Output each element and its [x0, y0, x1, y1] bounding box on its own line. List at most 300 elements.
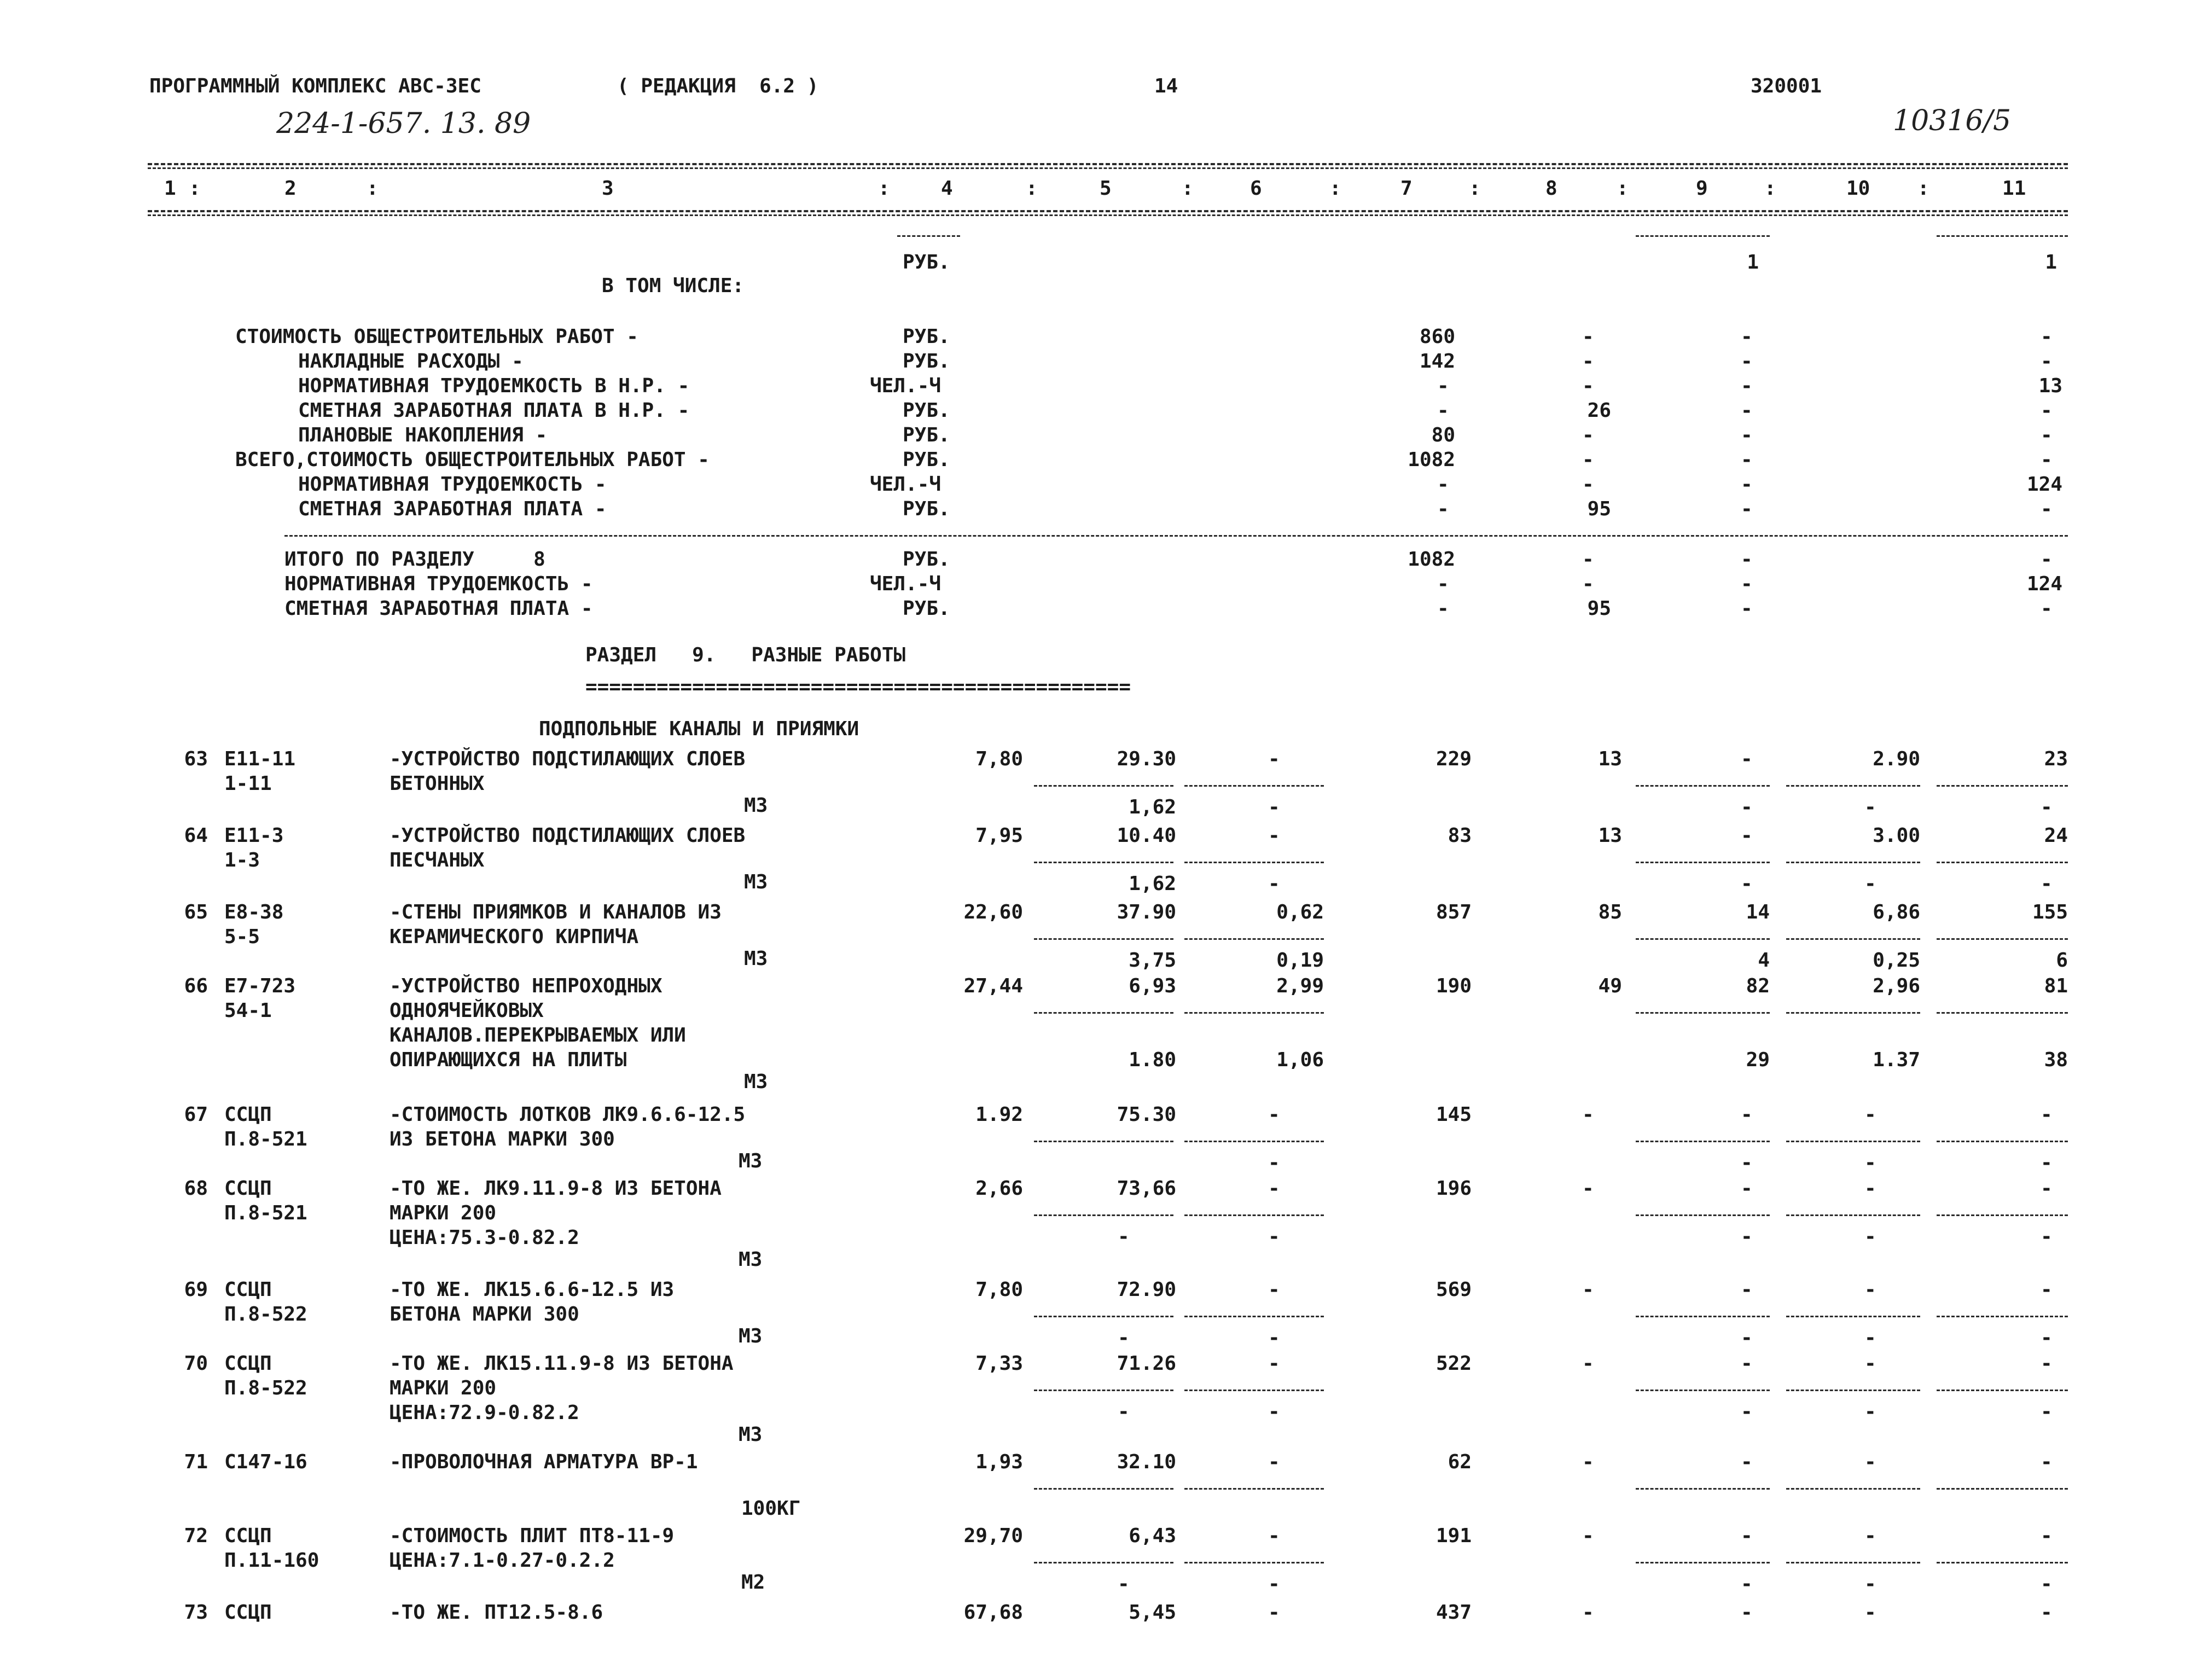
unit-label: 100КГ	[741, 1497, 801, 1520]
value-cell: -	[1864, 1400, 1876, 1423]
value-cell: 569	[1435, 1278, 1472, 1301]
item-code: ССЦП	[224, 1177, 272, 1200]
value-cell: 190	[1435, 975, 1472, 997]
value-cell: -	[1118, 1225, 1130, 1248]
value-cell: 6,93	[1129, 975, 1176, 997]
summary-rule	[1937, 235, 2068, 237]
value-cell: 1.80	[1129, 1049, 1176, 1071]
item-number: 64	[184, 824, 208, 847]
item-number: 72	[184, 1525, 208, 1547]
value-cell: 0,25	[1873, 949, 1920, 972]
value-cell: -	[1268, 1352, 1280, 1375]
value-cell: -	[1864, 1352, 1876, 1375]
value-cell: -	[1582, 1525, 1594, 1547]
value-cell: 1,62	[1129, 796, 1176, 818]
column-separator: :	[1917, 177, 1929, 200]
summary-label: СМЕТНАЯ ЗАРАБОТНАЯ ПЛАТА В Н.Р. -	[298, 399, 690, 422]
sub-rule	[1636, 1562, 1770, 1563]
sub-rule	[1636, 1316, 1770, 1317]
value-cell: 1082	[1408, 449, 1455, 471]
sub-rule	[1937, 1390, 2068, 1391]
value-cell: 4	[1758, 949, 1770, 972]
item-description: ПЕСЧАНЫХ	[390, 849, 485, 871]
document-code: 320001	[1751, 75, 1822, 97]
value-cell: -	[1864, 1327, 1876, 1349]
value-cell: -	[1268, 1225, 1280, 1248]
item-code-secondary: П.8-521	[224, 1202, 307, 1224]
value-cell: -	[1582, 375, 1594, 397]
column-number: 8	[1545, 177, 1557, 200]
item-code-secondary: П.8-522	[224, 1377, 307, 1399]
sub-rule	[1786, 1390, 1920, 1391]
item-description: ЦЕНА:72.9-0.82.2	[390, 1402, 579, 1424]
value-cell: 10.40	[1117, 824, 1176, 847]
column-separator: :	[367, 177, 379, 200]
unit-label: М3	[739, 1325, 763, 1347]
handwritten-reference: 224-1-657. 13. 89	[276, 107, 531, 140]
value-cell: -	[2041, 1601, 2053, 1624]
sub-rule	[1786, 1141, 1920, 1142]
item-code-secondary: П.11-160	[224, 1549, 319, 1572]
value-cell: 75.30	[1117, 1103, 1176, 1126]
unit-label: РУБ.	[903, 449, 950, 471]
value-cell: -	[1582, 449, 1594, 471]
value-cell: -	[1268, 1327, 1280, 1349]
value-cell: -	[1437, 399, 1449, 422]
sub-rule	[1184, 1141, 1324, 1142]
item-description: БЕТОНА МАРКИ 300	[390, 1303, 579, 1326]
column-separator: :	[1469, 177, 1481, 200]
value-cell: -	[1268, 873, 1280, 895]
item-description: -ТО ЖЕ. ПТ12.5-8.6	[390, 1601, 603, 1624]
item-description: -УСТРОЙСТВО ПОДСТИЛАЮЩИХ СЛОЕВ	[390, 748, 746, 770]
item-code-secondary: 54-1	[224, 999, 272, 1022]
value-cell: 62	[1448, 1451, 1472, 1473]
sub-rule	[1937, 785, 2068, 787]
value-cell: -	[1741, 548, 1753, 571]
column-separator: :	[1329, 177, 1341, 200]
value-cell: -	[2041, 1152, 2053, 1174]
item-code: Е8-38	[224, 901, 284, 923]
column-number: 7	[1400, 177, 1413, 200]
sub-rule	[1034, 1141, 1173, 1142]
item-number: 65	[184, 901, 208, 923]
value-cell: -	[2041, 1327, 2053, 1349]
value-cell: 13	[1598, 748, 1622, 770]
value-cell: -	[1741, 350, 1753, 373]
value-cell: -	[1268, 1152, 1280, 1174]
value-cell: 81	[2044, 975, 2068, 997]
value-cell: 191	[1435, 1525, 1472, 1547]
value-cell: -	[1118, 1573, 1130, 1595]
value-cell: -	[1741, 424, 1753, 446]
summary-label: НОРМАТИВНАЯ ТРУДОЕМКОСТЬ -	[298, 473, 607, 496]
value-cell: -	[2041, 1278, 2053, 1301]
column-number: 6	[1250, 177, 1262, 200]
value-cell: -	[1741, 1177, 1753, 1200]
value-cell: -	[1582, 1352, 1594, 1375]
value-cell: -	[1741, 748, 1753, 770]
sub-rule	[1034, 785, 1173, 787]
column-number: 9	[1696, 177, 1708, 200]
value-cell: 2,96	[1873, 975, 1920, 997]
value-cell: 857	[1435, 901, 1472, 923]
quantity-cell: 2,66	[975, 1177, 1023, 1200]
column-separator: :	[878, 177, 890, 200]
value-cell: -	[2041, 325, 2053, 348]
sub-rule	[1034, 1562, 1173, 1563]
value-cell: 73,66	[1117, 1177, 1176, 1200]
value-cell: -	[1741, 873, 1753, 895]
unit-label: М3	[739, 1423, 763, 1446]
value-cell: 6	[2056, 949, 2068, 972]
value-cell: 124	[2026, 573, 2062, 595]
sub-rule	[1937, 862, 2068, 863]
summary-total-rule	[284, 535, 2068, 537]
value-cell: -	[1741, 1327, 1753, 1349]
value-cell: 0,62	[1276, 901, 1324, 923]
item-description: -ТО ЖЕ. ЛК15.6.6-12.5 ИЗ	[390, 1278, 675, 1301]
value-cell: -	[1741, 473, 1753, 496]
summary-label: СМЕТНАЯ ЗАРАБОТНАЯ ПЛАТА -	[298, 498, 607, 520]
quantity-cell: 7,33	[975, 1352, 1023, 1375]
value-cell: 860	[1419, 325, 1455, 348]
section-title: РАЗДЕЛ 9. РАЗНЫЕ РАБОТЫ	[585, 644, 906, 666]
value-cell: -	[2041, 873, 2053, 895]
value-cell: 437	[1435, 1601, 1472, 1624]
sub-rule	[1636, 938, 1770, 940]
value-cell: 155	[2032, 901, 2068, 923]
value-cell: -	[2041, 350, 2053, 373]
sub-rule	[1937, 1214, 2068, 1216]
summary-label: СТОИМОСТЬ ОБЩЕСТРОИТЕЛЬНЫХ РАБОТ -	[235, 325, 638, 348]
value-cell: 95	[1587, 597, 1611, 620]
sub-rule	[1786, 1488, 1920, 1490]
value-cell: 38	[2044, 1049, 2068, 1071]
item-code: ССЦП	[224, 1278, 272, 1301]
value-cell: -	[1582, 573, 1594, 595]
sub-rule	[1184, 1488, 1324, 1490]
value-cell: -	[1741, 796, 1753, 818]
item-code: ССЦП	[224, 1601, 272, 1624]
sub-rule	[1184, 1316, 1324, 1317]
value-cell: -	[1741, 1278, 1753, 1301]
quantity-cell: 22,60	[963, 901, 1023, 923]
item-number: 68	[184, 1177, 208, 1200]
sub-rule	[1937, 1562, 2068, 1563]
value-cell: -	[2041, 1177, 2053, 1200]
item-code: Е11-3	[224, 824, 284, 847]
sub-rule	[1034, 1390, 1173, 1391]
value-cell: -	[1582, 1177, 1594, 1200]
value-cell: -	[1582, 325, 1594, 348]
value-cell: -	[1268, 824, 1280, 847]
value-cell: 29.30	[1117, 748, 1176, 770]
summary-label: ВСЕГО,СТОИМОСТЬ ОБЩЕСТРОИТЕЛЬНЫХ РАБОТ -	[235, 449, 710, 471]
value-cell: -	[1864, 1225, 1876, 1248]
item-code-secondary: П.8-522	[224, 1303, 307, 1326]
value-cell: -	[2041, 1352, 2053, 1375]
item-description: -УСТРОЙСТВО ПОДСТИЛАЮЩИХ СЛОЕВ	[390, 824, 746, 847]
sub-rule	[1786, 1316, 1920, 1317]
value-cell: -	[1268, 1177, 1280, 1200]
item-code: Е11-11	[224, 748, 296, 770]
sub-rule	[1184, 862, 1324, 863]
value-cell: -	[1268, 748, 1280, 770]
value-cell: -	[1268, 1451, 1280, 1473]
sub-rule	[1636, 1214, 1770, 1216]
value-cell: -	[1268, 1400, 1280, 1423]
value-cell: -	[1268, 796, 1280, 818]
unit-label: ЧЕЛ.-Ч	[870, 573, 941, 595]
item-description: КАНАЛОВ.ПЕРЕКРЫВАЕМЫХ ИЛИ	[390, 1024, 686, 1047]
value-cell: 124	[2026, 473, 2062, 496]
sub-rule	[1034, 1214, 1173, 1216]
value-cell: 6,43	[1129, 1525, 1176, 1547]
value-cell: 32.10	[1117, 1451, 1176, 1473]
sub-rule	[1786, 1012, 1920, 1014]
value-cell: -	[1864, 1278, 1876, 1301]
total-label: СМЕТНАЯ ЗАРАБОТНАЯ ПЛАТА -	[284, 597, 593, 620]
quantity-cell: 67,68	[963, 1601, 1023, 1624]
value-cell: 13	[2038, 375, 2062, 397]
value-cell: -	[1582, 473, 1594, 496]
sub-rule	[1636, 785, 1770, 787]
value-cell: -	[1268, 1525, 1280, 1547]
value-cell: -	[1864, 1103, 1876, 1126]
value-cell: -	[1864, 796, 1876, 818]
column-number: 2	[284, 177, 297, 200]
summary-label: НАКЛАДНЫЕ РАСХОДЫ -	[298, 350, 524, 373]
item-code: ССЦП	[224, 1103, 272, 1126]
value-cell: -	[1741, 1573, 1753, 1595]
value-cell: -	[2041, 597, 2053, 620]
value-cell: 6,86	[1873, 901, 1920, 923]
value-cell: -	[1118, 1327, 1130, 1349]
item-number: 73	[184, 1601, 208, 1624]
value-cell: -	[1437, 473, 1449, 496]
sub-rule	[1184, 785, 1324, 787]
summary-label: ПЛАНОВЫЕ НАКОПЛЕНИЯ -	[298, 424, 548, 446]
value-cell: -	[1741, 1225, 1753, 1248]
value-cell: 3,75	[1129, 949, 1176, 972]
unit-label: М3	[739, 1248, 763, 1271]
header-rule-top-2	[148, 167, 2068, 169]
value-cell: 229	[1435, 748, 1472, 770]
item-description: -ПРОВОЛОЧНАЯ АРМАТУРА ВР-1	[390, 1451, 698, 1473]
value-cell: 0,19	[1276, 949, 1324, 972]
value-cell: -	[1741, 1103, 1753, 1126]
unit-label: М3	[744, 947, 768, 970]
value-cell: 14	[1746, 901, 1770, 923]
value-cell: -	[1437, 597, 1449, 620]
value-cell: -	[1741, 1152, 1753, 1174]
sub-rule	[1184, 938, 1324, 940]
section-subtitle: ПОДПОЛЬНЫЕ КАНАЛЫ И ПРИЯМКИ	[539, 718, 859, 740]
value-cell: 1	[1747, 251, 1759, 274]
header-rule-top	[148, 163, 2068, 165]
column-number: 3	[602, 177, 614, 200]
value-cell: -	[1864, 1573, 1876, 1595]
value-cell: 71.26	[1117, 1352, 1176, 1375]
value-cell: 1082	[1408, 548, 1455, 571]
value-cell: 522	[1435, 1352, 1472, 1375]
item-code-secondary: 5-5	[224, 926, 260, 948]
column-number: 11	[2002, 177, 2026, 200]
sub-rule	[1034, 1488, 1173, 1490]
value-cell: 37.90	[1117, 901, 1176, 923]
sub-rule	[1184, 1012, 1324, 1014]
item-code: ССЦП	[224, 1525, 272, 1547]
value-cell: 29	[1746, 1049, 1770, 1071]
sub-rule	[1786, 1214, 1920, 1216]
sub-rule	[1937, 1141, 2068, 1142]
value-cell: 85	[1598, 901, 1622, 923]
item-code-secondary: П.8-521	[224, 1128, 307, 1150]
value-cell: -	[1268, 1103, 1280, 1126]
value-cell: -	[2041, 1525, 2053, 1547]
item-number: 70	[184, 1352, 208, 1375]
unit-label: РУБ.	[903, 399, 950, 422]
item-description: КЕРАМИЧЕСКОГО КИРПИЧА	[390, 926, 639, 948]
value-cell: -	[1741, 824, 1753, 847]
item-description: -СТОИМОСТЬ ПЛИТ ПТ8-11-9	[390, 1525, 675, 1547]
sub-rule	[1636, 1390, 1770, 1391]
sub-rule	[1636, 1141, 1770, 1142]
value-cell: -	[2041, 1573, 2053, 1595]
item-code: С147-16	[224, 1451, 307, 1473]
item-description: ОПИРАЮЩИХСЯ НА ПЛИТЫ	[390, 1049, 627, 1071]
item-number: 71	[184, 1451, 208, 1473]
value-cell: -	[1864, 1601, 1876, 1624]
value-cell: 26	[1587, 399, 1611, 422]
value-cell: 49	[1598, 975, 1622, 997]
unit-label: ЧЕЛ.-Ч	[870, 473, 941, 496]
column-separator: :	[1617, 177, 1629, 200]
unit-label: ЧЕЛ.-Ч	[870, 375, 941, 397]
value-cell: -	[1582, 1278, 1594, 1301]
sub-rule	[1034, 938, 1173, 940]
value-cell: -	[1741, 375, 1753, 397]
value-cell: 1,06	[1276, 1049, 1324, 1071]
value-cell: -	[1437, 573, 1449, 595]
column-number: 4	[941, 177, 953, 200]
value-cell: -	[1268, 1601, 1280, 1624]
value-cell: -	[1582, 1451, 1594, 1473]
summary-label: НОРМАТИВНАЯ ТРУДОЕМКОСТЬ В Н.Р. -	[298, 375, 690, 397]
value-cell: -	[1437, 498, 1449, 520]
column-number: 1	[164, 177, 176, 200]
value-cell: -	[1864, 1177, 1876, 1200]
value-cell: 5,45	[1129, 1601, 1176, 1624]
item-description: -ТО ЖЕ. ЛК15.11.9-8 ИЗ БЕТОНА	[390, 1352, 734, 1375]
sub-rule	[1636, 1488, 1770, 1490]
header-rule-bottom	[148, 210, 2068, 212]
value-cell: 145	[1435, 1103, 1472, 1126]
value-cell: -	[1582, 1601, 1594, 1624]
value-cell: -	[1741, 1601, 1753, 1624]
value-cell: -	[1741, 399, 1753, 422]
value-cell: -	[2041, 1225, 2053, 1248]
quantity-cell: 1,93	[975, 1451, 1023, 1473]
item-description: ЦЕНА:7.1-0.27-0.2.2	[390, 1549, 615, 1572]
sub-rule	[1636, 1012, 1770, 1014]
value-cell: -	[1582, 424, 1594, 446]
column-number: 5	[1100, 177, 1112, 200]
handwritten-number: 10316/5	[1893, 104, 2012, 137]
value-cell: 1	[2045, 251, 2057, 274]
value-cell: 95	[1587, 498, 1611, 520]
column-separator: :	[1764, 177, 1776, 200]
value-cell: 24	[2044, 824, 2068, 847]
edition-label: ( РЕДАКЦИЯ 6.2 )	[617, 75, 819, 97]
unit-label: РУБ.	[903, 498, 950, 520]
sub-rule	[1937, 938, 2068, 940]
value-cell: -	[1268, 1278, 1280, 1301]
sub-rule	[1184, 1562, 1324, 1563]
sub-rule	[1184, 1390, 1324, 1391]
value-cell: -	[1864, 873, 1876, 895]
item-number: 63	[184, 748, 208, 770]
value-cell: 1.37	[1873, 1049, 1920, 1071]
value-cell: -	[1437, 375, 1449, 397]
item-number: 66	[184, 975, 208, 997]
value-cell: 3.00	[1873, 824, 1920, 847]
unit-label: М3	[739, 1150, 763, 1172]
header-rule-bottom-2	[148, 214, 2068, 216]
sub-rule	[1937, 1488, 2068, 1490]
column-separator: :	[189, 177, 201, 200]
value-cell: -	[2041, 1400, 2053, 1423]
value-cell: 2,99	[1276, 975, 1324, 997]
sub-rule	[1034, 1316, 1173, 1317]
unit-label: РУБ.	[903, 548, 950, 571]
value-cell: -	[2041, 548, 2053, 571]
sub-rule	[1034, 1012, 1173, 1014]
value-cell: 80	[1431, 424, 1455, 446]
item-code-secondary: 1-11	[224, 772, 272, 795]
item-code-secondary: 1-3	[224, 849, 260, 871]
item-description: -СТЕНЫ ПРИЯМКОВ И КАНАЛОВ ИЗ	[390, 901, 722, 923]
quantity-cell: 29,70	[963, 1525, 1023, 1547]
value-cell: -	[1268, 1573, 1280, 1595]
value-cell: -	[1741, 1400, 1753, 1423]
value-cell: -	[1864, 1525, 1876, 1547]
value-cell: -	[1741, 325, 1753, 348]
value-cell: -	[2041, 796, 2053, 818]
summary-rule	[1636, 235, 1770, 237]
value-cell: 13	[1598, 824, 1622, 847]
column-separator: :	[1182, 177, 1194, 200]
item-description: МАРКИ 200	[390, 1377, 497, 1399]
value-cell: -	[1582, 350, 1594, 373]
sub-rule	[1786, 938, 1920, 940]
value-cell: -	[1864, 1451, 1876, 1473]
value-cell: -	[1741, 573, 1753, 595]
sub-rule	[1937, 1316, 2068, 1317]
value-cell: -	[2041, 498, 2053, 520]
value-cell: -	[1582, 1103, 1594, 1126]
value-cell: 1,62	[1129, 873, 1176, 895]
value-cell: 82	[1746, 975, 1770, 997]
item-description: ЦЕНА:75.3-0.82.2	[390, 1226, 579, 1249]
value-cell: 72.90	[1117, 1278, 1176, 1301]
value-cell: 142	[1419, 350, 1455, 373]
value-cell: -	[2041, 1451, 2053, 1473]
value-cell: -	[1118, 1400, 1130, 1423]
unit-label: РУБ.	[903, 251, 950, 274]
item-description: -ТО ЖЕ. ЛК9.11.9-8 ИЗ БЕТОНА	[390, 1177, 722, 1200]
